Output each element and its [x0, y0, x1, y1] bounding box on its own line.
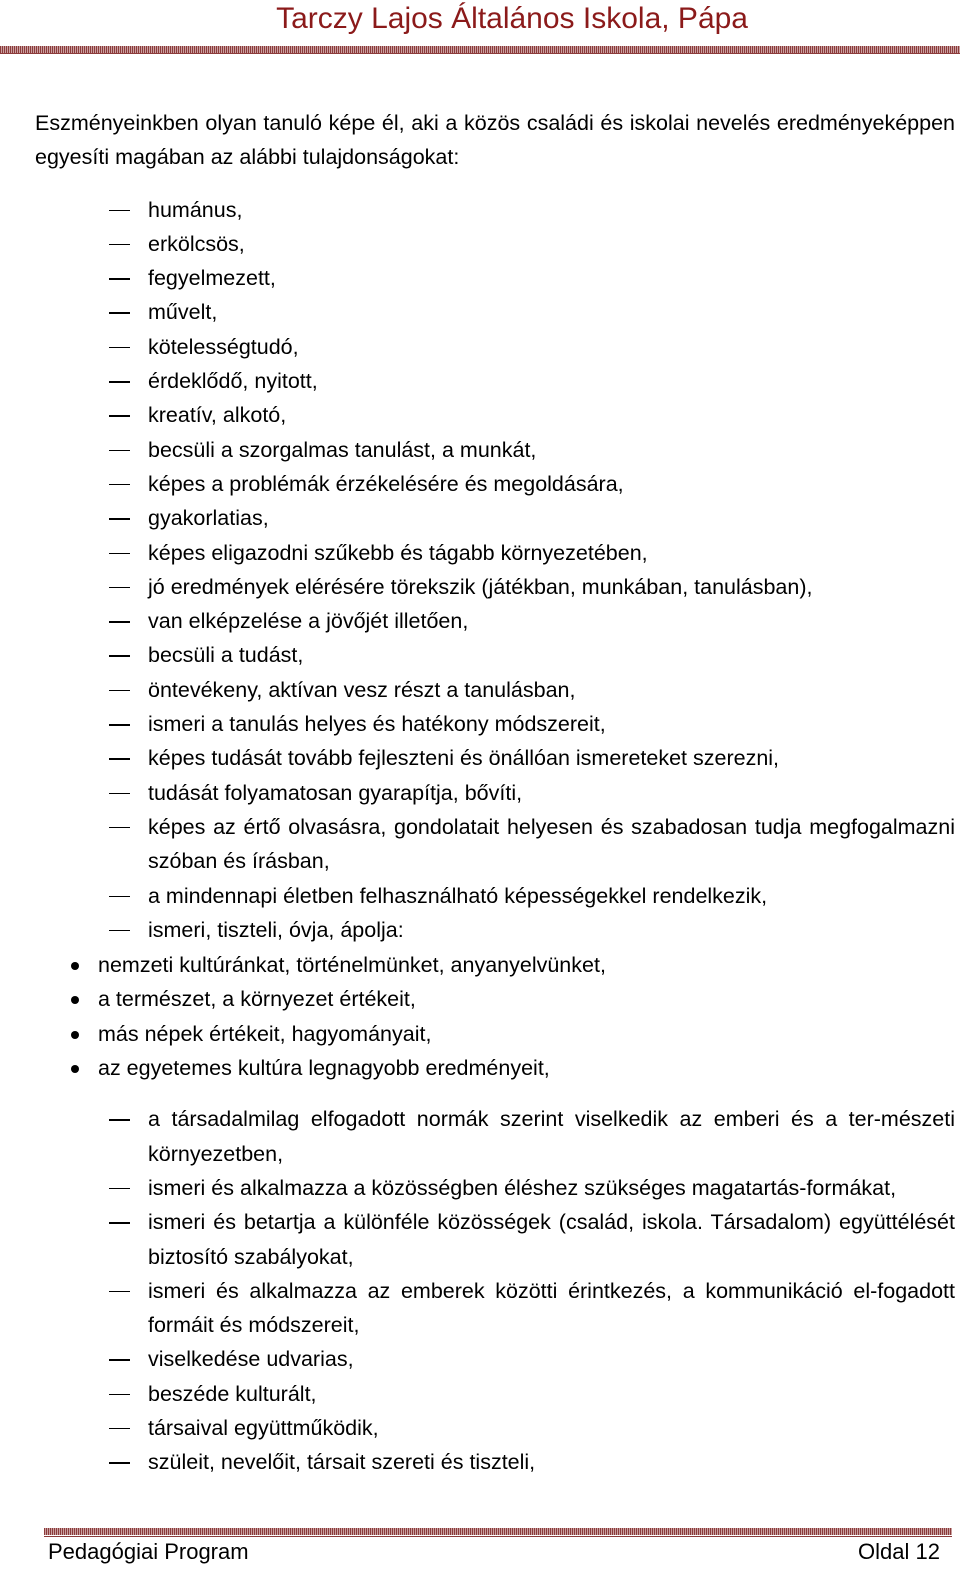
sub-list-item: nemzeti kultúránkat, történelmünket, anyanyelvünket, — [35, 948, 955, 982]
list-item: kötelességtudó, — [148, 334, 299, 359]
list-item: képes a problémák érzékelésére és megoldására, — [148, 471, 624, 496]
list-item: ismeri és alkalmazza a közösségben éléshez szükséges magatartás-formákat, — [148, 1175, 897, 1200]
sub-list-item: az egyetemes kultúra legnagyobb eredményeit, — [35, 1051, 955, 1085]
list-item: ismeri és alkalmazza az emberek közötti érintkezés, a kommunikáció el-fogadott formáit és módszereit, — [148, 1278, 955, 1338]
sub-list-item: más népek értékeit, hagyományait, — [35, 1017, 955, 1051]
school-title: Tarczy Lajos Általános Iskola, Pápa — [276, 2, 748, 35]
list-item: erkölcsös, — [148, 231, 245, 256]
list-item: szüleit, nevelőit, társait szereti és tiszteli, — [148, 1450, 536, 1475]
list-item: a társadalmilag elfogadott normák szerint viselkedik az emberi és a ter-mészeti környezetben, — [148, 1107, 955, 1166]
behaviour-list — [35, 1102, 955, 1479]
values-sub-list — [35, 948, 955, 1085]
list-item: fegyelmezett, — [148, 266, 276, 291]
document-name: Pedagógiai Program — [48, 1539, 249, 1564]
list-item: ismeri a tanulás helyes és hatékony módszereit, — [148, 712, 606, 737]
list-item: humánus, — [148, 197, 243, 222]
header-divider — [0, 46, 960, 53]
page-footer — [0, 1520, 960, 1592]
bullet-dot — [71, 962, 79, 970]
list-item: jó eredmények elérésére törekszik (játékban, munkában, tanulásban), — [148, 574, 813, 599]
list-item: érdeklődő, nyitott, — [148, 369, 318, 394]
sub-list-item: a természet, a környezet értékeit, — [35, 982, 955, 1016]
list-item: tudását folyamatosan gyarapítja, bővíti, — [148, 780, 523, 805]
list-item: a mindennapi életben felhasználható képességekkel rendelkezik, — [148, 883, 768, 908]
list-item: képes tudását tovább fejleszteni és önállóan ismereteket szerezni, — [148, 746, 780, 771]
page-number: Oldal 12 — [858, 1539, 940, 1564]
list-item: becsüli a szorgalmas tanulást, a munkát, — [148, 437, 537, 462]
list-item: becsüli a tudást, — [148, 643, 304, 668]
intro-paragraph: Eszményeinkben olyan tanuló képe él, aki a közös családi és iskolai nevelés eredményeképpen egyesíti magában az alábbi tulajdonságokat: — [35, 111, 955, 170]
list-item: művelt, — [148, 300, 218, 325]
header-divider-line — [0, 53, 960, 54]
list-item: képes eligazodni szűkebb és tágabb környezetében, — [148, 540, 648, 565]
list-item: ismeri és betartja a különféle közösségek (család, iskola. Társadalom) együttélését biztosító szabályokat, — [148, 1210, 955, 1269]
list-item: öntevékeny, aktívan vesz részt a tanulásban, — [148, 677, 576, 702]
footer-divider-line — [44, 1536, 952, 1537]
bullet-dot — [71, 1031, 79, 1039]
list-item: gyakorlatias, — [148, 506, 269, 531]
footer-divider — [44, 1528, 952, 1535]
list-item: társaival együttműködik, — [148, 1415, 379, 1440]
bullet-dot — [71, 996, 79, 1004]
list-item: képes az értő olvasásra, gondolatait helyesen és szabadosan tudja megfogalmazni szóban és írásban, — [148, 814, 955, 874]
list-item: viselkedése udvarias, — [148, 1347, 354, 1372]
document-body — [35, 106, 955, 1480]
page-header — [0, 0, 960, 56]
list-item: ismeri, tiszteli, óvja, ápolja: — [148, 917, 404, 942]
attribute-list — [35, 193, 955, 948]
bullet-dot — [71, 1065, 79, 1073]
list-item: kreatív, alkotó, — [148, 403, 287, 428]
list-item: van elképzelése a jövőjét illetően, — [148, 609, 469, 634]
list-item: beszéde kulturált, — [148, 1381, 317, 1406]
